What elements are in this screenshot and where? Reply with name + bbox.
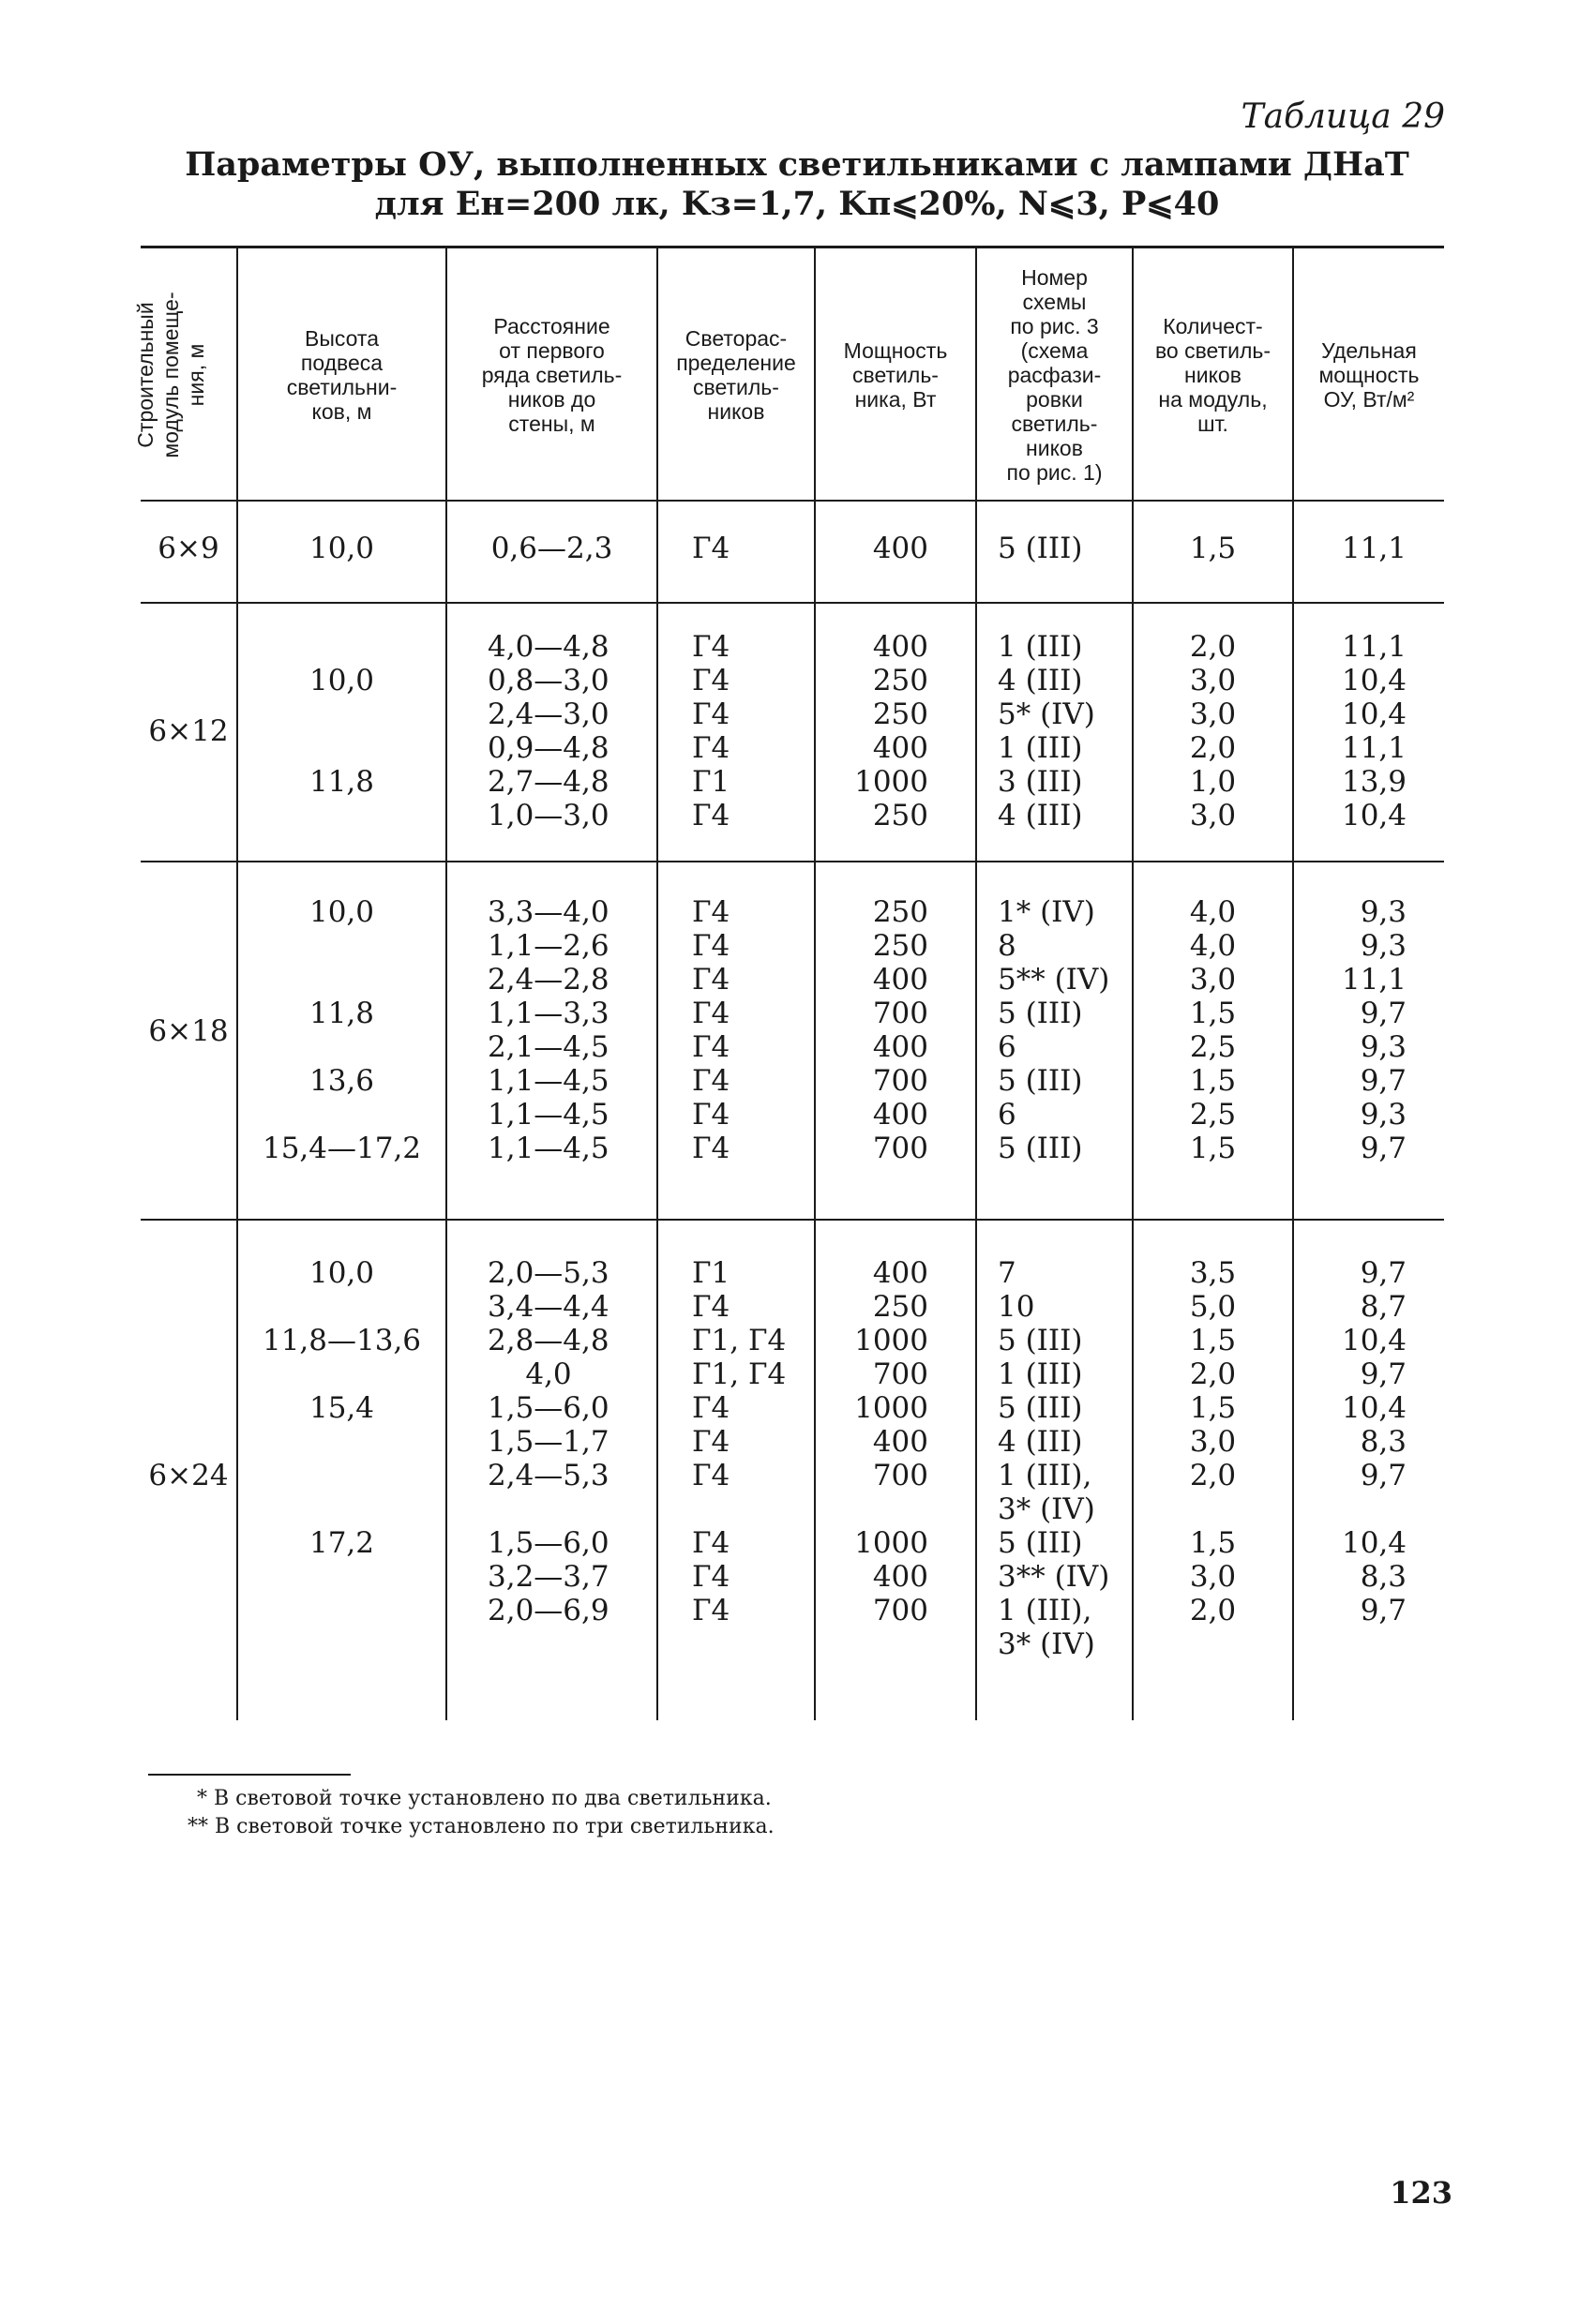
scheme-column: 1* (IV) 8 5** (IV) 5 (III) 6 5 (III) 6 5 (III): [998, 895, 1110, 1165]
distance-column: 4,0—4,8 0,8—3,0 2,4—3,0 0,9—4,8 2,7—4,8 1,0—3,0: [488, 630, 609, 832]
header-distribution: Светорас- пределение светиль- ников: [676, 326, 796, 424]
height-cell: 10,0: [308, 532, 375, 565]
power-column: 250 250 400 700 400 700 400 700: [872, 895, 928, 1165]
header-scheme: Номер схемы по рис. 3 (схема расфази- ровки светиль- ников по рис. 1): [1006, 265, 1103, 485]
scheme-column: 7 10 5 (III) 1 (III) 5 (III) 4 (III) 1 (III), 3* (IV) 5 (III) 3** (IV) 1 (III), 3* (IV): [998, 1256, 1110, 1661]
header-module: Строительный модуль помеще- ния, м: [133, 292, 208, 458]
header-count: Количест- во светиль- ников на модуль, шт.: [1154, 314, 1271, 436]
table-title-line-2: для Eн=200 лк, Kз=1,7, Kп⩽20%, N⩽3, P⩽40: [374, 185, 1220, 223]
page-number: 123: [1390, 2175, 1452, 2211]
count-column: 2,0 3,0 3,0 2,0 1,0 3,0: [1189, 630, 1237, 832]
count-column: 4,0 4,0 3,0 1,5 2,5 1,5 2,5 1,5: [1189, 895, 1237, 1165]
power-column: 400 250 250 400 1000 250: [854, 630, 928, 832]
distance-column: 3,3—4,0 1,1—2,6 2,4—2,8 1,1—3,3 2,1—4,5 1,1—4,5 1,1—4,5 1,1—4,5: [488, 895, 609, 1165]
module-cell: 6×12: [148, 714, 229, 748]
specific-column: 11,1 10,4 10,4 11,1 13,9 10,4: [1341, 630, 1407, 832]
height-cell: 10,0: [308, 895, 375, 929]
specific-column: 9,3 9,3 11,1 9,7 9,3 9,7 9,3 9,7: [1341, 895, 1407, 1165]
height-cell: 10,0: [308, 1256, 375, 1290]
header-bottom-rule: [141, 500, 1444, 502]
height-cell: 11,8: [308, 765, 375, 799]
group-separator: [141, 861, 1444, 862]
footnote-2: ** В световой точке установлено по три светильника.: [188, 1815, 775, 1838]
group-separator: [141, 1219, 1444, 1221]
distribution-cell: Г4: [692, 532, 730, 565]
table-top-rule: [141, 246, 1444, 248]
group-separator: [141, 602, 1444, 604]
specific-column: 9,7 8,7 10,4 9,7 10,4 8,3 9,7 10,4 8,3 9,7: [1341, 1256, 1407, 1627]
distribution-column: Г4 Г4 Г4 Г4 Г1 Г4: [692, 630, 730, 832]
height-cell: 17,2: [308, 1526, 375, 1560]
header-power: Мощность светиль- ника, Вт: [843, 338, 948, 412]
scheme-column: 1 (III) 4 (III) 5* (IV) 1 (III) 3 (III) 4 (III): [998, 630, 1095, 832]
table-title-line-1: Параметры ОУ, выполненных светильниками с лампами ДНаТ: [185, 145, 1409, 184]
table-caption: Таблица 29: [1241, 97, 1445, 136]
height-cell: 11,8—13,6: [262, 1324, 422, 1357]
footnote-1: * В световой точке установлено по два светильника.: [197, 1787, 772, 1810]
height-cell: 15,4: [308, 1391, 375, 1425]
height-cell: 11,8: [308, 997, 375, 1030]
power-cell: 400: [872, 532, 928, 565]
module-cell: 6×24: [148, 1459, 229, 1492]
distance-cell: 0,6—2,3: [490, 532, 613, 565]
count-cell: 1,5: [1189, 532, 1237, 565]
height-cell: 13,6: [308, 1064, 375, 1098]
distribution-column: Г4 Г4 Г4 Г4 Г4 Г4 Г4 Г4: [692, 895, 730, 1165]
height-cell: 15,4—17,2: [262, 1132, 422, 1165]
header-distance: Расстояние от первого ряда светиль- ников до стены, м: [481, 314, 623, 436]
scheme-cell: 5 (III): [998, 532, 1083, 565]
module-cell: 6×9: [158, 532, 219, 565]
power-column: 400 250 1000 700 1000 400 700 1000 400 700: [854, 1256, 928, 1627]
header-specific: Удельная мощность ОУ, Вт/м²: [1318, 338, 1420, 412]
height-cell: 10,0: [308, 664, 375, 697]
footnote-rule: [148, 1774, 351, 1776]
distance-column: 2,0—5,3 3,4—4,4 2,8—4,8 4,0 1,5—6,0 1,5—1,7 2,4—5,3 1,5—6,0 3,2—3,7 2,0—6,9: [488, 1256, 609, 1627]
header-height: Высота подвеса светильни- ков, м: [286, 326, 398, 424]
count-column: 3,5 5,0 1,5 2,0 1,5 3,0 2,0 1,5 3,0 2,0: [1189, 1256, 1237, 1627]
distribution-column: Г1 Г4 Г1, Г4 Г1, Г4 Г4 Г4 Г4 Г4 Г4 Г4: [692, 1256, 787, 1627]
specific-cell: 11,1: [1341, 532, 1407, 565]
module-cell: 6×18: [148, 1014, 229, 1048]
